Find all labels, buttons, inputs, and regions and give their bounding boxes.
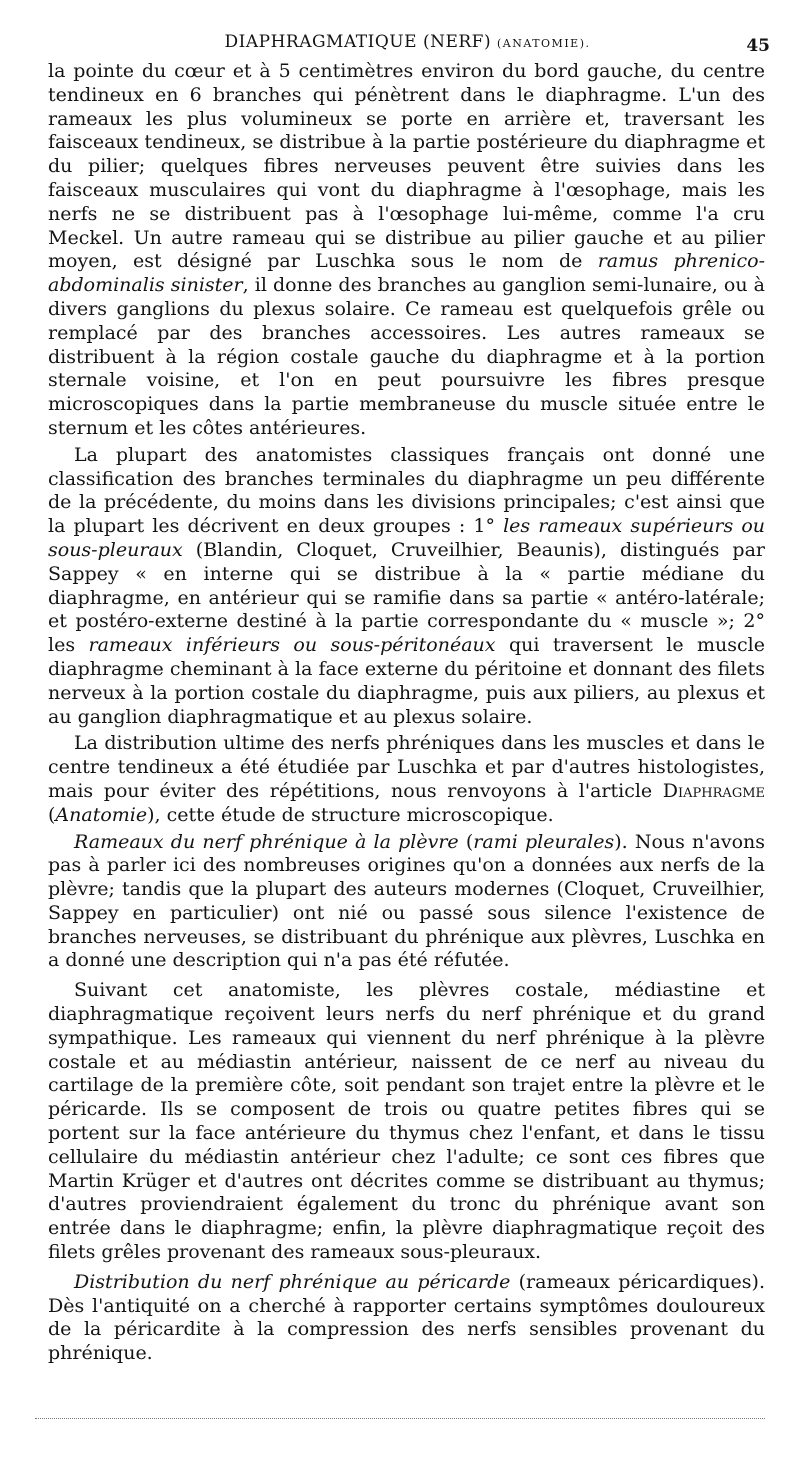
term-rameaux-superieurs: les rameaux supérieurs ou sous-pleuraux bbox=[48, 515, 766, 561]
term-rami-pleurales: rami pleurales bbox=[473, 830, 615, 853]
article-reference: Diaphragme bbox=[662, 779, 765, 802]
term-ramus-phrenico-abdominalis: ramus phrenico-abdominalis sinister bbox=[48, 250, 765, 297]
running-title-section: (ANATOMIE). bbox=[497, 37, 591, 50]
paragraph-5: Suivant cet anatomiste, les plèvres costale, médiastine et diaphragmatique reçoivent leurs nerfs du nerf phrénique et du grand sympathique. Les rameaux qui viennent du nerf phrénique à la plèvre costale et au médiastin antérieur, naissent de ce nerf au niveau du cartilage de la première côte, soit pendant son trajet entre la plèvre et le péricarde. Ils se composent de trois ou quatre petites fibres qui se portent sur la face antérieure du thymus chez l'enfant, et dans le tissu cellulaire du médiastin antérieur chez l'adulte; ce sont ces fibres que Martin Krüger et d'autres ont décrites comme se distribuant au thymus; d'autres proviendraient également du tronc du phrénique avant son entrée dans le diaphragme; enfin, la plèvre diaphragmatique reçoit des filets grêles provenant des rameaux sous-pleuraux. bbox=[48, 979, 765, 1264]
running-title-main: DIAPHRAGMATIQUE (NERF) bbox=[224, 32, 492, 52]
section-heading-pericarde: Distribution du nerf phrénique au péricarde bbox=[74, 1270, 511, 1293]
paragraph-4: Rameaux du nerf phrénique à la plèvre (rami pleurales). Nous n'avons pas à parler ici des nombreuses origines qu'on a données aux nerfs de la plèvre; tandis que la plupart des auteurs modernes (Cloquet, Cruveilhier, Sappey en particulier) ont nié ou passé sous silence l'existence de branches nerveuses, se distribuant du phrénique aux plèvres, Luschka en a donné une description qui n'a pas été réfutée. bbox=[48, 830, 766, 972]
section-heading-plevre: Rameaux du nerf phrénique à la plèvre bbox=[74, 830, 459, 853]
running-title bbox=[45, 32, 770, 52]
page-header bbox=[45, 32, 770, 60]
paragraph-1: la pointe du cœur et à 5 centimètres environ du bord gauche, du centre tendineux en 6 branches qui pénètrent dans le diaphragme. L'un des rameaux les plus volumineux se porte en arrière et, traversant les faisceaux tendineux, se distribue à la partie postérieure du diaphragme et du pilier; quelques fibres nerveuses peuvent être suivies dans les faisceaux musculaires qui vont du diaphragme à l'œsophage, mais les nerfs ne se distribuent pas à l'œsophage lui-même, comme l'a cru Meckel. Un autre rameau qui se distribue au pilier gauche et au pilier moyen, est désigné par Luschka sous le nom de ramus phrenico-abdominalis sinister, il donne des branches au ganglion semi-lunaire, ou à divers ganglions du plexus solaire. Ce rameau est quelquefois grêle ou remplacé par des branches accessoires. Les autres rameaux se distribuent à la région costale gauche du diaphragme et à la portion sternale voisine, et l'on en peut poursuivre les fibres presque microscopiques dans la partie membraneuse du muscle située entre le sternum et les côtes antérieures. bbox=[48, 60, 765, 439]
footer-rule bbox=[35, 1418, 765, 1419]
paragraph-3: La distribution ultime des nerfs phréniques dans les muscles et dans le centre tendineux a été étudiée par Luschka et par d'autres histologistes, mais pour éviter des répétitions, nous renvoyons à l'article Diaphragme (Anatomie), cette étude de structure microscopique. bbox=[48, 732, 765, 826]
paragraph-2: La plupart des anatomistes classiques français ont donné une classification des branches terminales du diaphragme un peu différente de la précédente, du moins dans les divisions principales; c'est ainsi que la plupart les décrivent en deux groupes : 1° les rameaux supérieurs ou sous-pleuraux (Blandin, Cloquet, Cruveilhier, Beaunis), distingués par Sappey « en interne qui se distribue à la « partie médiane du diaphragme, en antérieur qui se ramifie dans sa partie « antéro-latérale; et postéro-externe destiné à la partie correspondante du « muscle »; 2° les rameaux inférieurs ou sous-péritonéaux qui traversent le muscle diaphragme cheminant à la face externe du péritoine et donnant des filets nerveux à la portion costale du diaphragme, puis aux piliers, au plexus et au ganglion diaphragmatique et au plexus solaire. bbox=[48, 443, 766, 728]
page-number: 45 bbox=[746, 36, 770, 56]
body-text bbox=[48, 60, 765, 1366]
paragraph-6: Distribution du nerf phrénique au péricarde (rameaux péricardiques). Dès l'antiquité on a cherché à rapporter certains symptômes douloureux de la péricardite à la compression des nerfs sensibles provenant du phrénique. bbox=[48, 1270, 765, 1365]
article-reference-subtitle: Anatomie bbox=[55, 803, 148, 826]
term-rameaux-inferieurs: rameaux inférieurs ou sous-péritonéaux bbox=[88, 634, 496, 657]
